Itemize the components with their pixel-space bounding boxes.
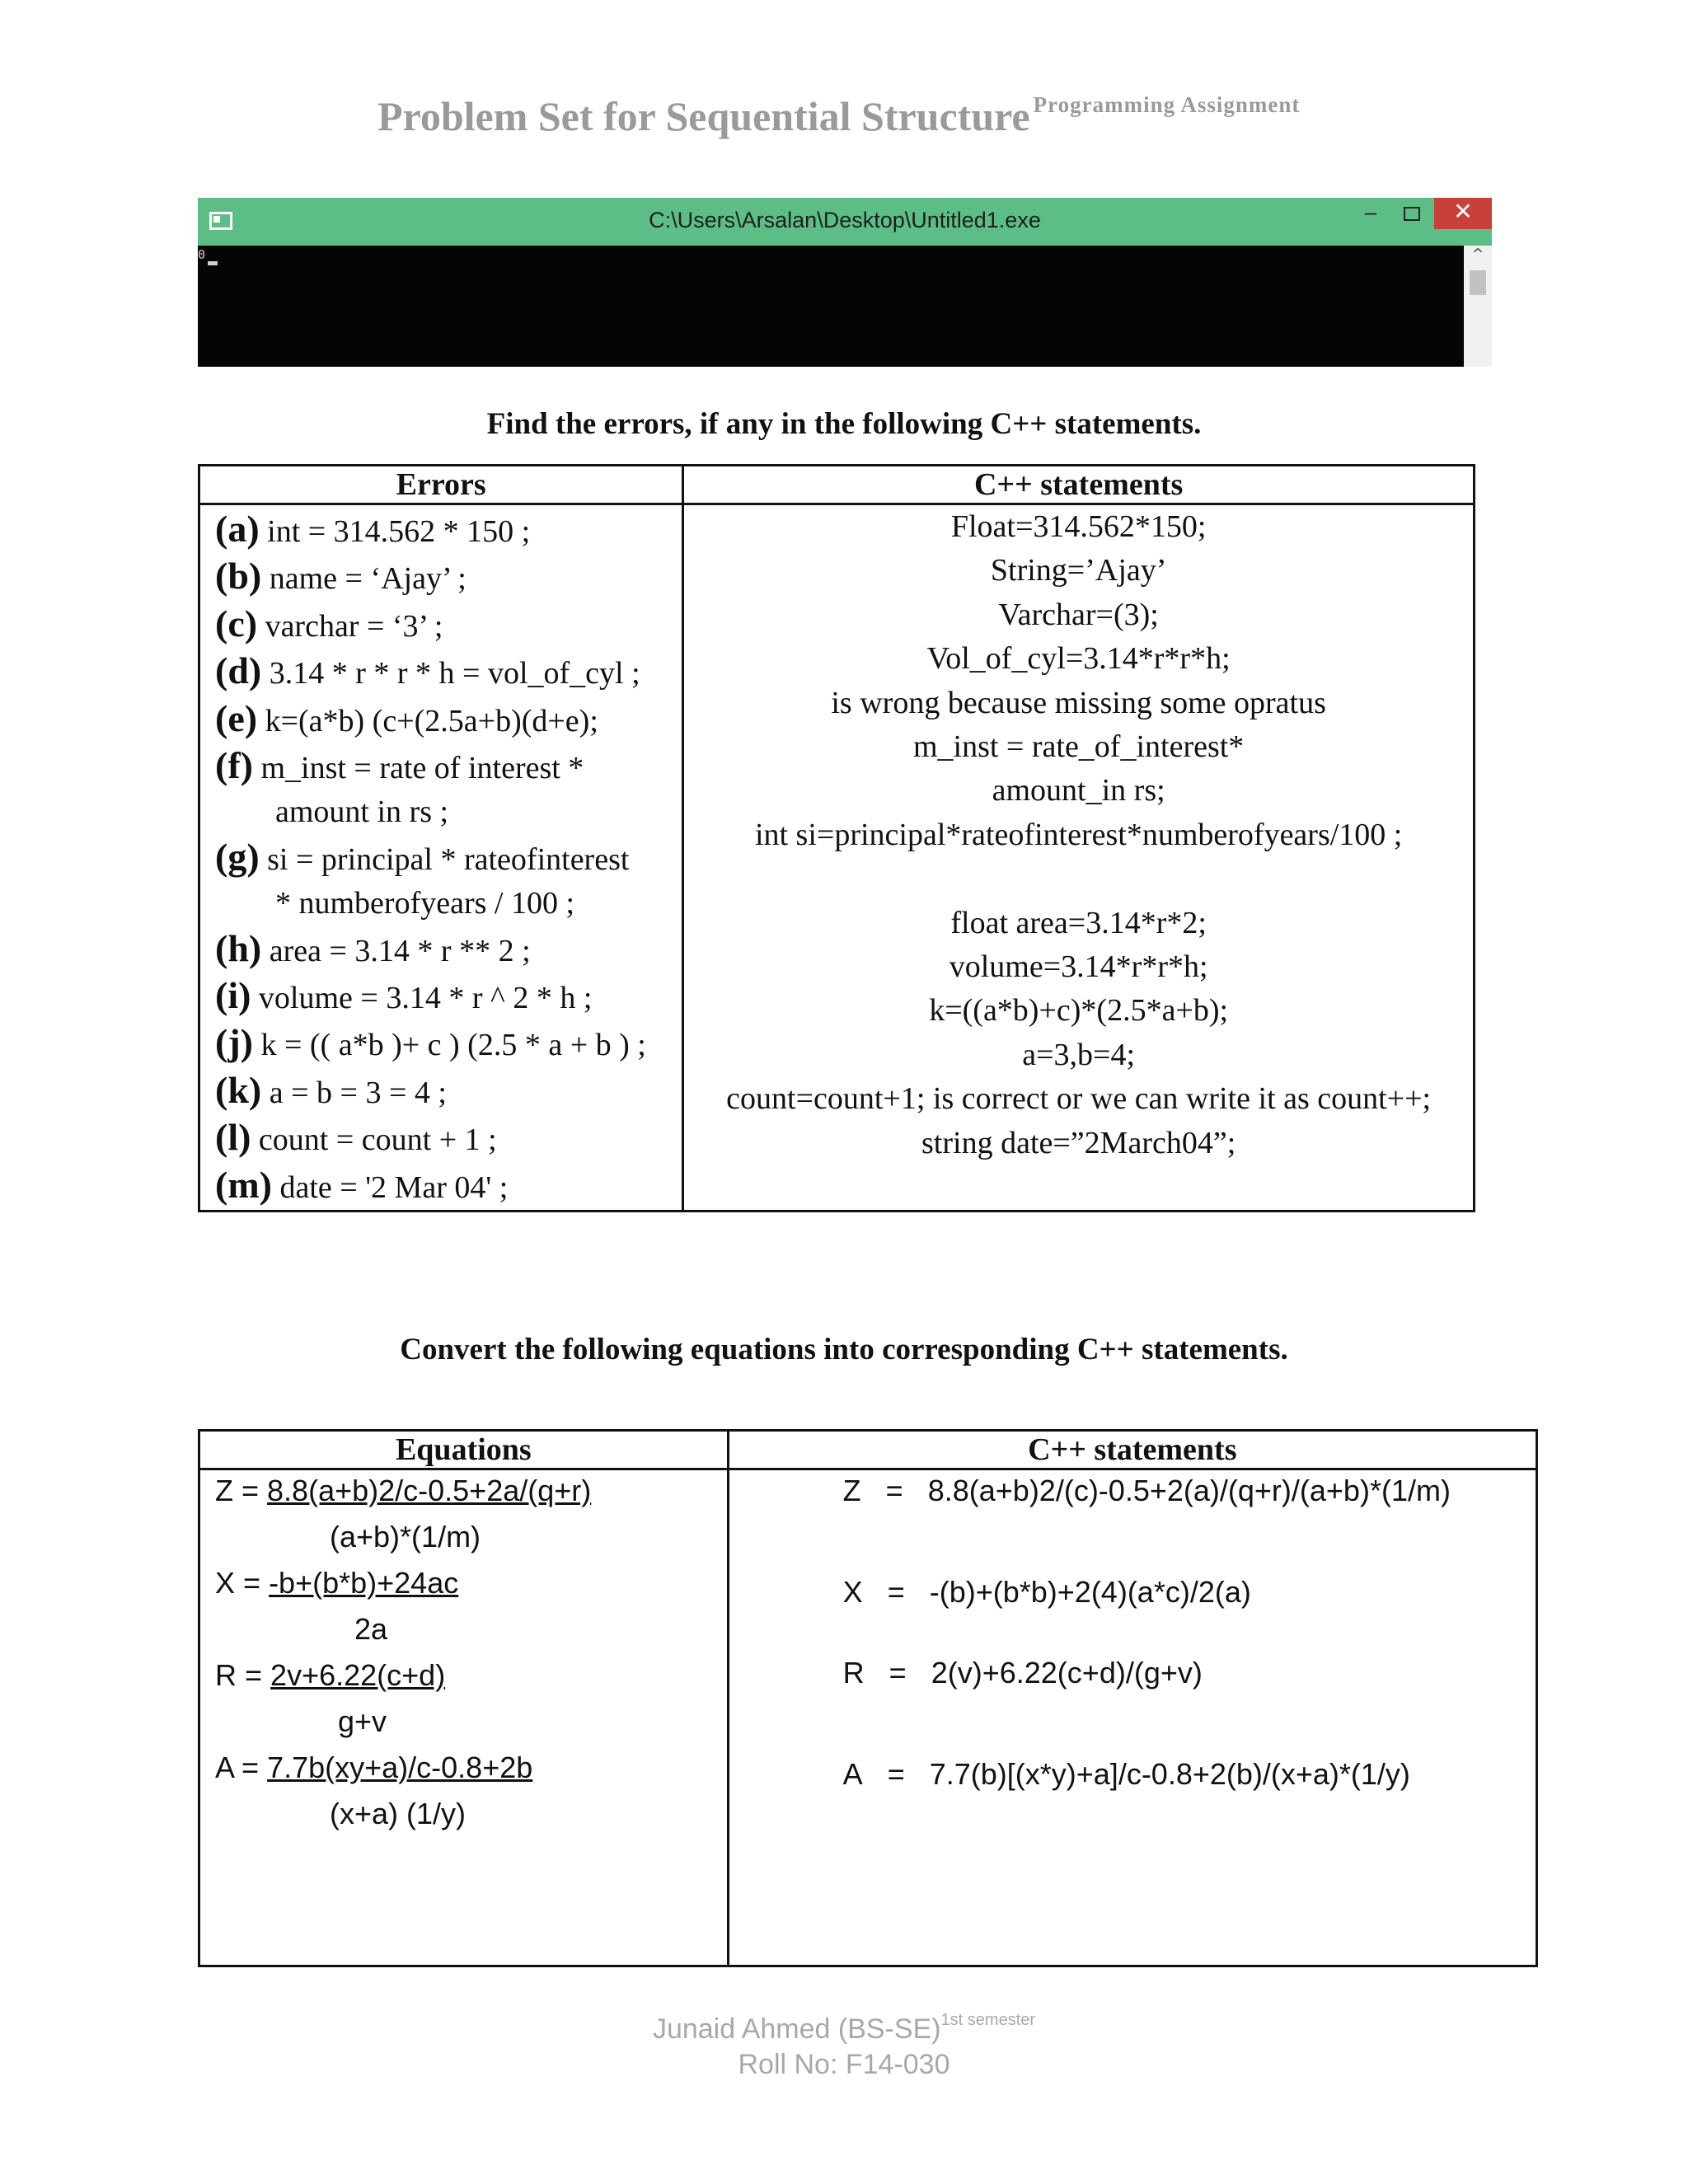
console-titlebar[interactable] bbox=[198, 198, 1492, 246]
error-label: (k) bbox=[215, 1068, 262, 1111]
scroll-up-icon[interactable]: ^ bbox=[1471, 246, 1484, 263]
console-window bbox=[198, 198, 1492, 367]
console-prompt: 0 bbox=[198, 247, 206, 262]
statements-list bbox=[684, 505, 1473, 1165]
equation-numerator: -b+(b*b)+24ac bbox=[269, 1566, 459, 1600]
error-item bbox=[215, 1115, 682, 1162]
error-item bbox=[215, 602, 682, 649]
error-label: (a) bbox=[215, 508, 260, 550]
equation-lhs: X = bbox=[215, 1566, 261, 1600]
equation-numerator: 8.8(a+b)2/c-0.5+2a/(q+r) bbox=[267, 1474, 592, 1507]
equation-row bbox=[215, 1474, 591, 1508]
equations-table bbox=[198, 1429, 1538, 1967]
equation-denominator: 2a bbox=[354, 1612, 388, 1646]
error-text: area = 3.14 * r ** 2 ; bbox=[269, 933, 531, 968]
conversion-eq: = bbox=[887, 1757, 905, 1791]
conversion-lhs: R bbox=[842, 1656, 865, 1690]
error-label: (j) bbox=[215, 1021, 253, 1064]
error-text: k=(a*b) (c+(2.5a+b)(d+e); bbox=[265, 703, 598, 738]
cpp-statement: float area=3.14*r*2; bbox=[950, 905, 1207, 940]
error-item bbox=[215, 1020, 682, 1067]
conversions-cell bbox=[728, 1469, 1536, 1966]
equation-row bbox=[215, 1566, 458, 1601]
equation-row bbox=[215, 1750, 532, 1785]
cpp-statement: int si=principal*rateofinterest*numberofyears/100 ; bbox=[754, 817, 1403, 852]
conversion-lhs: X bbox=[842, 1575, 863, 1609]
conversion-eq: = bbox=[889, 1656, 907, 1690]
error-text: k = (( a*b )+ c ) (2.5 * a + b ) ; bbox=[260, 1028, 646, 1063]
error-item bbox=[215, 554, 682, 601]
error-text: m_inst = rate of interest * bbox=[260, 751, 584, 786]
equation-lhs: A = bbox=[215, 1750, 260, 1784]
equations-cell bbox=[199, 1469, 729, 1966]
error-text: varchar = ‘3’ ; bbox=[265, 608, 443, 644]
equation-denominator: (a+b)*(1/m) bbox=[330, 1520, 481, 1554]
error-text: int = 314.562 * 150 ; bbox=[267, 514, 531, 549]
error-label: (g) bbox=[215, 835, 260, 878]
error-label: (l) bbox=[215, 1116, 251, 1159]
footer-roll: Roll No: F14-030 bbox=[738, 2049, 950, 2080]
maximize-button[interactable] bbox=[1391, 198, 1432, 229]
cpp-statement: is wrong because missing some opratus bbox=[831, 685, 1326, 720]
error-text: * numberofyears / 100 ; bbox=[275, 886, 575, 921]
cpp-statement: string date=”2March04”; bbox=[921, 1125, 1236, 1160]
conversion-rhs: 8.8(a+b)2/(c)-0.5+2(a)/(q+r)/(a+b)*(1/m) bbox=[927, 1474, 1451, 1507]
errors-cell bbox=[199, 504, 683, 1212]
equation-row bbox=[215, 1658, 445, 1693]
cpp-statement: String=’Ajay’ bbox=[990, 553, 1167, 588]
error-item bbox=[215, 743, 682, 790]
maximize-icon bbox=[1404, 207, 1420, 221]
cpp-statement: Vol_of_cyl=3.14*r*r*h; bbox=[926, 641, 1231, 677]
error-item bbox=[215, 507, 682, 554]
cpp-statement: a=3,b=4; bbox=[1022, 1037, 1136, 1072]
page-title: Problem Set for Sequential Structure bbox=[377, 93, 1030, 139]
error-item bbox=[215, 649, 682, 696]
errors-list bbox=[200, 505, 682, 1210]
error-text: name = ‘Ajay’ ; bbox=[269, 561, 467, 597]
error-item bbox=[215, 696, 682, 743]
error-label: (b) bbox=[215, 555, 262, 598]
cpp-statement: amount_in rs; bbox=[992, 773, 1165, 808]
conversion-eq: = bbox=[887, 1575, 905, 1609]
cpp-statement: m_inst = rate_of_interest* bbox=[912, 729, 1245, 765]
conversion-rhs: -(b)+(b*b)+2(4)(a*c)/2(a) bbox=[929, 1575, 1251, 1609]
page-header bbox=[377, 92, 1300, 140]
cpp-statement: volume=3.14*r*r*h; bbox=[949, 949, 1208, 985]
error-item bbox=[215, 835, 682, 882]
equation-denominator: (x+a) (1/y) bbox=[330, 1797, 467, 1830]
error-text: count = count + 1 ; bbox=[258, 1122, 497, 1158]
error-label: (h) bbox=[215, 926, 262, 969]
error-label: (d) bbox=[215, 649, 262, 692]
statements-cell bbox=[683, 504, 1475, 1212]
cpp-statement: Float=314.562*150; bbox=[950, 509, 1207, 544]
page-subtitle: Programming Assignment bbox=[1033, 92, 1301, 117]
footer-author: Junaid Ahmed (BS-SE) bbox=[652, 2013, 941, 2045]
error-label: (f) bbox=[215, 744, 253, 787]
minimize-button[interactable]: – bbox=[1364, 199, 1377, 224]
equation-numerator: 2v+6.22(c+d) bbox=[270, 1658, 446, 1692]
equation-denominator: g+v bbox=[338, 1704, 387, 1738]
error-text: si = principal * rateofinterest bbox=[267, 841, 630, 877]
error-label: (c) bbox=[215, 602, 258, 644]
section2-heading: Convert the following equations into corresponding C++ statements. bbox=[400, 1333, 1288, 1366]
equation-numerator: 7.7b(xy+a)/c-0.8+2b bbox=[267, 1750, 533, 1784]
error-text: volume = 3.14 * r ^ 2 * h ; bbox=[258, 981, 593, 1016]
footer-semester: 1st semester bbox=[940, 2011, 1036, 2029]
conversion-rhs: 7.7(b)[(x*y)+a]/c-0.8+2(b)/(x+a)*(1/y) bbox=[929, 1757, 1410, 1791]
error-item bbox=[215, 1068, 682, 1115]
error-item bbox=[215, 882, 682, 926]
console-title: C:\Users\Arsalan\Desktop\Untitled1.exe bbox=[649, 208, 1041, 232]
conversion-row bbox=[843, 1474, 1451, 1508]
cpp-statement: Varchar=(3); bbox=[998, 597, 1159, 632]
error-text: amount in rs ; bbox=[275, 794, 449, 830]
error-text: 3.14 * r * r * h = vol_of_cyl ; bbox=[269, 656, 640, 691]
conversion-eq: = bbox=[885, 1474, 903, 1507]
equation-lhs: Z = bbox=[215, 1474, 260, 1507]
error-label: (i) bbox=[215, 974, 251, 1017]
conversion-lhs: Z bbox=[842, 1474, 861, 1507]
error-item bbox=[215, 790, 682, 834]
equation-lhs: R = bbox=[215, 1658, 263, 1692]
close-button[interactable]: ✕ bbox=[1434, 198, 1492, 229]
console-output[interactable] bbox=[198, 246, 1464, 367]
footer-author-line bbox=[0, 2011, 1688, 2046]
conversion-row bbox=[843, 1575, 1251, 1610]
scrollbar-thumb[interactable] bbox=[1470, 270, 1486, 295]
console-cursor bbox=[208, 261, 218, 265]
cpp-statement bbox=[684, 857, 1473, 901]
error-item bbox=[215, 973, 682, 1020]
conversion-row bbox=[843, 1757, 1410, 1792]
errors-table bbox=[198, 464, 1475, 1212]
error-label: (e) bbox=[215, 696, 258, 739]
error-text: a = b = 3 = 4 ; bbox=[269, 1075, 447, 1110]
error-item bbox=[215, 1163, 682, 1210]
conversion-lhs: A bbox=[842, 1757, 863, 1791]
error-label: (m) bbox=[215, 1163, 272, 1206]
error-text: date = '2 Mar 04' ; bbox=[279, 1169, 509, 1205]
cpp-statement: count=count+1; is correct or we can write it as count++; bbox=[726, 1081, 1432, 1117]
col-equations-header: Equations bbox=[199, 1431, 729, 1469]
col-cpp-header: C++ statements bbox=[683, 466, 1475, 504]
section1-heading: Find the errors, if any in the following C++ statements. bbox=[486, 407, 1202, 441]
console-scrollbar[interactable] bbox=[1464, 246, 1492, 367]
col-cpp2-header: C++ statements bbox=[728, 1431, 1536, 1469]
conversion-rhs: 2(v)+6.22(c+d)/(g+v) bbox=[931, 1656, 1203, 1690]
conversion-row bbox=[843, 1656, 1203, 1690]
cpp-statement: k=((a*b)+c)*(2.5*a+b); bbox=[929, 993, 1229, 1029]
error-item bbox=[215, 926, 682, 973]
col-errors-header: Errors bbox=[199, 466, 683, 504]
